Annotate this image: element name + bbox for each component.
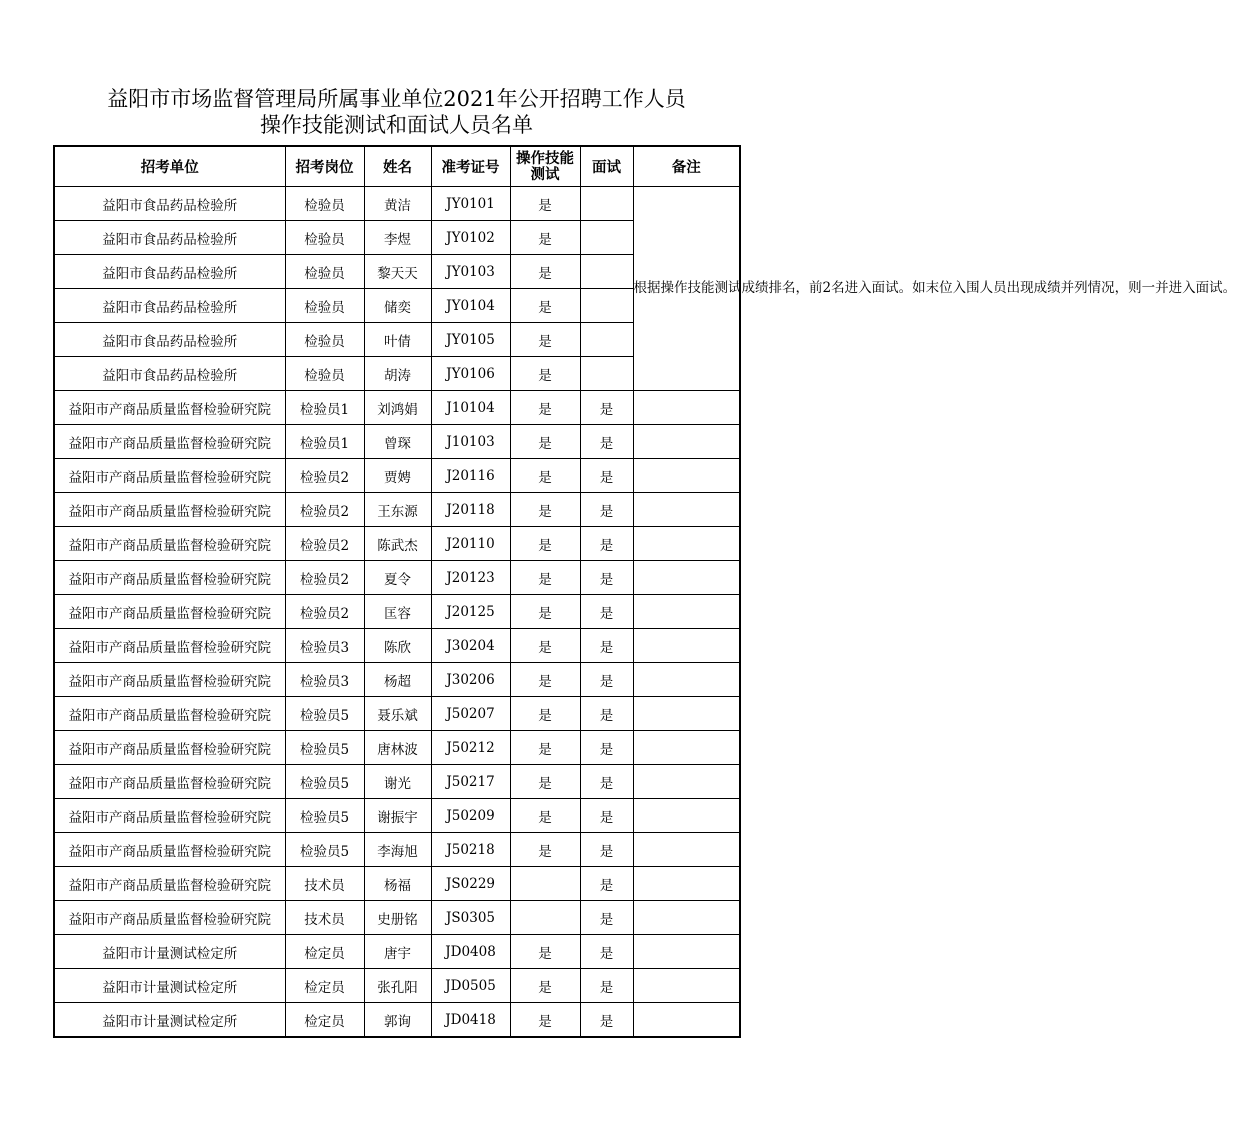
cell-remark [633, 493, 740, 527]
cell-ticket: JS0229 [431, 867, 510, 901]
cell-name: 郭询 [364, 1003, 431, 1038]
cell-unit: 益阳市食品药品检验所 [54, 357, 285, 391]
cell-remark [633, 561, 740, 595]
cell-skill: 是 [510, 595, 580, 629]
cell-position: 检验员5 [285, 833, 364, 867]
cell-position: 检验员2 [285, 527, 364, 561]
cell-interview [580, 221, 633, 255]
table-row [54, 391, 740, 425]
cell-unit: 益阳市产商品质量监督检验研究院 [54, 425, 285, 459]
cell-ticket: J20125 [431, 595, 510, 629]
table-row [54, 969, 740, 1003]
table-row [54, 1003, 740, 1038]
cell-position: 检验员2 [285, 595, 364, 629]
cell-remark [633, 935, 740, 969]
cell-skill: 是 [510, 527, 580, 561]
cell-skill: 是 [510, 731, 580, 765]
cell-interview: 是 [580, 697, 633, 731]
cell-remark [633, 459, 740, 493]
table-row [54, 867, 740, 901]
cell-name: 黄洁 [364, 187, 431, 221]
cell-interview: 是 [580, 799, 633, 833]
cell-unit: 益阳市产商品质量监督检验研究院 [54, 799, 285, 833]
remark-note: 根据操作技能测试成绩排名，前2名进入面试。如末位入围人员出现成绩并列情况，则一并进入面试。 [633, 187, 740, 391]
table-row [54, 629, 740, 663]
cell-skill: 是 [510, 629, 580, 663]
cell-remark [633, 663, 740, 697]
header-skill-test: 操作技能测试 [510, 146, 580, 187]
header-position: 招考岗位 [285, 146, 364, 187]
cell-skill: 是 [510, 459, 580, 493]
cell-interview: 是 [580, 935, 633, 969]
cell-position: 检验员5 [285, 697, 364, 731]
cell-remark [633, 391, 740, 425]
cell-position: 检定员 [285, 969, 364, 1003]
cell-name: 叶倩 [364, 323, 431, 357]
cell-name: 唐宇 [364, 935, 431, 969]
cell-name: 陈欣 [364, 629, 431, 663]
cell-remark [633, 697, 740, 731]
cell-interview: 是 [580, 969, 633, 1003]
cell-ticket: JY0106 [431, 357, 510, 391]
cell-position: 检定员 [285, 935, 364, 969]
cell-remark [633, 629, 740, 663]
cell-remark [633, 731, 740, 765]
cell-interview [580, 357, 633, 391]
cell-unit: 益阳市食品药品检验所 [54, 323, 285, 357]
cell-interview: 是 [580, 459, 633, 493]
cell-position: 检验员5 [285, 731, 364, 765]
cell-remark [633, 867, 740, 901]
cell-skill: 是 [510, 799, 580, 833]
cell-skill: 是 [510, 561, 580, 595]
table-row [54, 833, 740, 867]
header-unit: 招考单位 [54, 146, 285, 187]
cell-interview: 是 [580, 493, 633, 527]
cell-ticket: JY0101 [431, 187, 510, 221]
table-row [54, 697, 740, 731]
cell-ticket: J20118 [431, 493, 510, 527]
cell-interview: 是 [580, 833, 633, 867]
header-name: 姓名 [364, 146, 431, 187]
cell-name: 夏令 [364, 561, 431, 595]
cell-ticket: JD0418 [431, 1003, 510, 1038]
cell-interview: 是 [580, 425, 633, 459]
cell-position: 检验员 [285, 255, 364, 289]
cell-interview [580, 187, 633, 221]
cell-interview: 是 [580, 731, 633, 765]
cell-unit: 益阳市产商品质量监督检验研究院 [54, 561, 285, 595]
header-remark: 备注 [633, 146, 740, 187]
cell-skill: 是 [510, 187, 580, 221]
cell-skill: 是 [510, 969, 580, 1003]
cell-ticket: J30204 [431, 629, 510, 663]
cell-skill: 是 [510, 833, 580, 867]
page-subtitle: 操作技能测试和面试人员名单 [260, 113, 533, 137]
cell-skill: 是 [510, 255, 580, 289]
cell-remark [633, 799, 740, 833]
cell-unit: 益阳市产商品质量监督检验研究院 [54, 901, 285, 935]
cell-name: 李海旭 [364, 833, 431, 867]
cell-name: 胡涛 [364, 357, 431, 391]
cell-remark [633, 969, 740, 1003]
cell-name: 唐林波 [364, 731, 431, 765]
cell-name: 史册铭 [364, 901, 431, 935]
cell-unit: 益阳市食品药品检验所 [54, 255, 285, 289]
header-interview: 面试 [580, 146, 633, 187]
cell-name: 曾琛 [364, 425, 431, 459]
cell-interview: 是 [580, 901, 633, 935]
cell-skill: 是 [510, 323, 580, 357]
cell-skill: 是 [510, 765, 580, 799]
cell-unit: 益阳市产商品质量监督检验研究院 [54, 765, 285, 799]
cell-remark [633, 1003, 740, 1038]
cell-interview [580, 289, 633, 323]
cell-skill: 是 [510, 697, 580, 731]
cell-position: 检验员2 [285, 493, 364, 527]
cell-skill: 是 [510, 221, 580, 255]
cell-name: 贾娉 [364, 459, 431, 493]
cell-ticket: J20110 [431, 527, 510, 561]
cell-position: 检验员 [285, 357, 364, 391]
cell-position: 检验员2 [285, 459, 364, 493]
cell-unit: 益阳市产商品质量监督检验研究院 [54, 527, 285, 561]
cell-interview: 是 [580, 527, 633, 561]
cell-skill [510, 901, 580, 935]
table-row [54, 459, 740, 493]
table-row [54, 731, 740, 765]
cell-unit: 益阳市产商品质量监督检验研究院 [54, 731, 285, 765]
candidate-table [53, 145, 1236, 1038]
table-row [54, 663, 740, 697]
cell-ticket: J30206 [431, 663, 510, 697]
cell-unit: 益阳市产商品质量监督检验研究院 [54, 595, 285, 629]
table-row [54, 187, 740, 221]
cell-ticket: J50209 [431, 799, 510, 833]
cell-skill: 是 [510, 493, 580, 527]
cell-interview [580, 255, 633, 289]
cell-name: 王东源 [364, 493, 431, 527]
cell-interview: 是 [580, 1003, 633, 1038]
cell-skill [510, 867, 580, 901]
cell-ticket: J50217 [431, 765, 510, 799]
table-row [54, 425, 740, 459]
cell-unit: 益阳市产商品质量监督检验研究院 [54, 867, 285, 901]
cell-ticket: JY0105 [431, 323, 510, 357]
table-row [54, 527, 740, 561]
cell-remark [633, 833, 740, 867]
cell-ticket: JY0102 [431, 221, 510, 255]
cell-position: 检验员3 [285, 629, 364, 663]
page-title: 益阳市市场监督管理局所属事业单位2021年公开招聘工作人员 [107, 87, 686, 111]
cell-position: 技术员 [285, 901, 364, 935]
cell-position: 检验员 [285, 187, 364, 221]
cell-position: 检验员 [285, 221, 364, 255]
cell-interview: 是 [580, 765, 633, 799]
header-ticket: 准考证号 [431, 146, 510, 187]
cell-skill: 是 [510, 357, 580, 391]
table-row [54, 935, 740, 969]
cell-name: 杨超 [364, 663, 431, 697]
cell-unit: 益阳市产商品质量监督检验研究院 [54, 391, 285, 425]
cell-unit: 益阳市产商品质量监督检验研究院 [54, 663, 285, 697]
cell-skill: 是 [510, 289, 580, 323]
cell-name: 张孔阳 [364, 969, 431, 1003]
cell-position: 检验员3 [285, 663, 364, 697]
cell-interview: 是 [580, 561, 633, 595]
header-row [54, 146, 740, 187]
table-row [54, 765, 740, 799]
cell-unit: 益阳市产商品质量监督检验研究院 [54, 459, 285, 493]
cell-name: 聂乐斌 [364, 697, 431, 731]
cell-position: 检验员2 [285, 561, 364, 595]
cell-interview: 是 [580, 663, 633, 697]
cell-interview [580, 323, 633, 357]
cell-interview: 是 [580, 595, 633, 629]
cell-ticket: J20123 [431, 561, 510, 595]
cell-position: 检定员 [285, 1003, 364, 1038]
cell-position: 检验员 [285, 323, 364, 357]
table-row [54, 561, 740, 595]
cell-ticket: JY0103 [431, 255, 510, 289]
cell-remark [633, 425, 740, 459]
cell-unit: 益阳市计量测试检定所 [54, 935, 285, 969]
cell-unit: 益阳市食品药品检验所 [54, 289, 285, 323]
cell-skill: 是 [510, 663, 580, 697]
cell-name: 谢振宇 [364, 799, 431, 833]
table-row [54, 901, 740, 935]
cell-unit: 益阳市产商品质量监督检验研究院 [54, 493, 285, 527]
cell-skill: 是 [510, 391, 580, 425]
cell-name: 刘鸿娟 [364, 391, 431, 425]
cell-interview: 是 [580, 391, 633, 425]
cell-unit: 益阳市计量测试检定所 [54, 1003, 285, 1038]
cell-unit: 益阳市计量测试检定所 [54, 969, 285, 1003]
table-row [54, 493, 740, 527]
cell-ticket: JD0505 [431, 969, 510, 1003]
table-row [54, 595, 740, 629]
cell-position: 检验员 [285, 289, 364, 323]
cell-name: 匡容 [364, 595, 431, 629]
cell-position: 检验员5 [285, 799, 364, 833]
cell-remark [633, 595, 740, 629]
cell-skill: 是 [510, 425, 580, 459]
cell-name: 储奕 [364, 289, 431, 323]
cell-ticket: J50218 [431, 833, 510, 867]
cell-name: 李煜 [364, 221, 431, 255]
cell-unit: 益阳市食品药品检验所 [54, 221, 285, 255]
cell-position: 技术员 [285, 867, 364, 901]
cell-remark [633, 765, 740, 799]
cell-skill: 是 [510, 935, 580, 969]
cell-position: 检验员1 [285, 391, 364, 425]
cell-position: 检验员5 [285, 765, 364, 799]
cell-position: 检验员1 [285, 425, 364, 459]
cell-remark [633, 901, 740, 935]
cell-unit: 益阳市产商品质量监督检验研究院 [54, 629, 285, 663]
cell-ticket: J10103 [431, 425, 510, 459]
cell-unit: 益阳市产商品质量监督检验研究院 [54, 697, 285, 731]
cell-name: 黎天天 [364, 255, 431, 289]
cell-unit: 益阳市产商品质量监督检验研究院 [54, 833, 285, 867]
cell-ticket: JY0104 [431, 289, 510, 323]
cell-skill: 是 [510, 1003, 580, 1038]
cell-unit: 益阳市食品药品检验所 [54, 187, 285, 221]
cell-remark [633, 527, 740, 561]
cell-ticket: JD0408 [431, 935, 510, 969]
cell-ticket: J20116 [431, 459, 510, 493]
cell-ticket: JS0305 [431, 901, 510, 935]
cell-interview: 是 [580, 629, 633, 663]
cell-name: 杨福 [364, 867, 431, 901]
cell-name: 谢光 [364, 765, 431, 799]
cell-ticket: J50212 [431, 731, 510, 765]
cell-ticket: J50207 [431, 697, 510, 731]
table-row [54, 799, 740, 833]
cell-ticket: J10104 [431, 391, 510, 425]
cell-name: 陈武杰 [364, 527, 431, 561]
cell-interview: 是 [580, 867, 633, 901]
